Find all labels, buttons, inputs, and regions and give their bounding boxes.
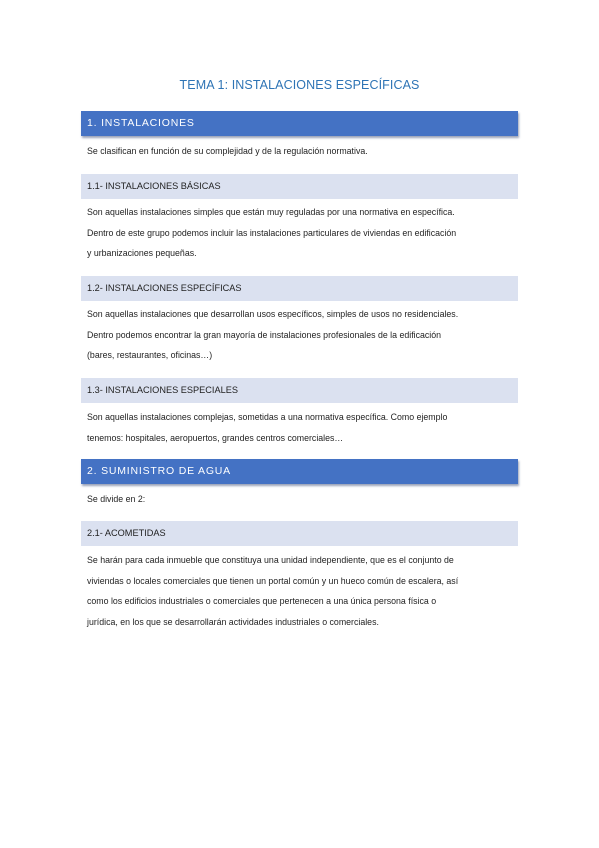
paragraph-line: Se divide en 2: [87, 494, 146, 504]
subsection-heading-instalaciones-especiales: 1.3- INSTALACIONES ESPECIALES [81, 378, 518, 403]
paragraph-line: como los edificios industriales o comerciales que pertenecen a una única persona física o [87, 596, 437, 606]
subsection-heading-instalaciones-basicas: 1.1- INSTALACIONES BÁSICAS [81, 174, 518, 199]
subsection-heading-acometidas: 2.1- ACOMETIDAS [81, 521, 518, 546]
subsection-heading-instalaciones-especificas: 1.2- INSTALACIONES ESPECÍFICAS [81, 276, 518, 301]
paragraph-line: tenemos: hospitales, aeropuertos, grandes centros comerciales… [87, 432, 344, 443]
paragraph-line: Son aquellas instalaciones que desarrollan usos específicos, simples de usos no residenciales. [87, 309, 459, 319]
document-title: TEMA 1: INSTALACIONES ESPECÍFICAS [179, 78, 420, 92]
paragraph-line: Son aquellas instalaciones simples que están muy reguladas por una normativa en específica. [87, 207, 455, 217]
paragraph-line: Se harán para cada inmueble que constituya una unidad independiente, que es el conjunto de [87, 555, 454, 565]
section-heading-instalaciones: 1. INSTALACIONES [81, 111, 518, 136]
paragraph-line: jurídica, en los que se desarrollarán actividades industriales o comerciales. [87, 616, 379, 627]
paragraph-line: Son aquellas instalaciones complejas, sometidas a una normativa específica. Como ejemplo [87, 412, 448, 422]
paragraph-instalaciones-especificas [87, 304, 517, 366]
paragraph-line: Dentro de este grupo podemos incluir las instalaciones particulares de viviendas en edificación [87, 227, 457, 238]
paragraph-line: Se clasifican en función de su complejidad y de la regulación normativa. [87, 146, 368, 156]
paragraph-line: y urbanizaciones pequeñas. [87, 248, 197, 258]
paragraph-line: Dentro podemos encontrar la gran mayoría de instalaciones profesionales de la edificación [87, 329, 442, 340]
section-intro-instalaciones [87, 141, 517, 162]
section-intro-suministro-agua [87, 489, 517, 510]
paragraph-instalaciones-especiales [87, 407, 517, 448]
section-heading-suministro-agua: 2. SUMINISTRO DE AGUA [81, 459, 518, 484]
paragraph-acometidas [87, 550, 517, 632]
paragraph-line: (bares, restaurantes, oficinas…) [87, 350, 213, 360]
paragraph-line: viviendas o locales comerciales que tienen un portal común y un hueco común de escalera, así [87, 575, 459, 586]
paragraph-instalaciones-basicas [87, 202, 517, 264]
